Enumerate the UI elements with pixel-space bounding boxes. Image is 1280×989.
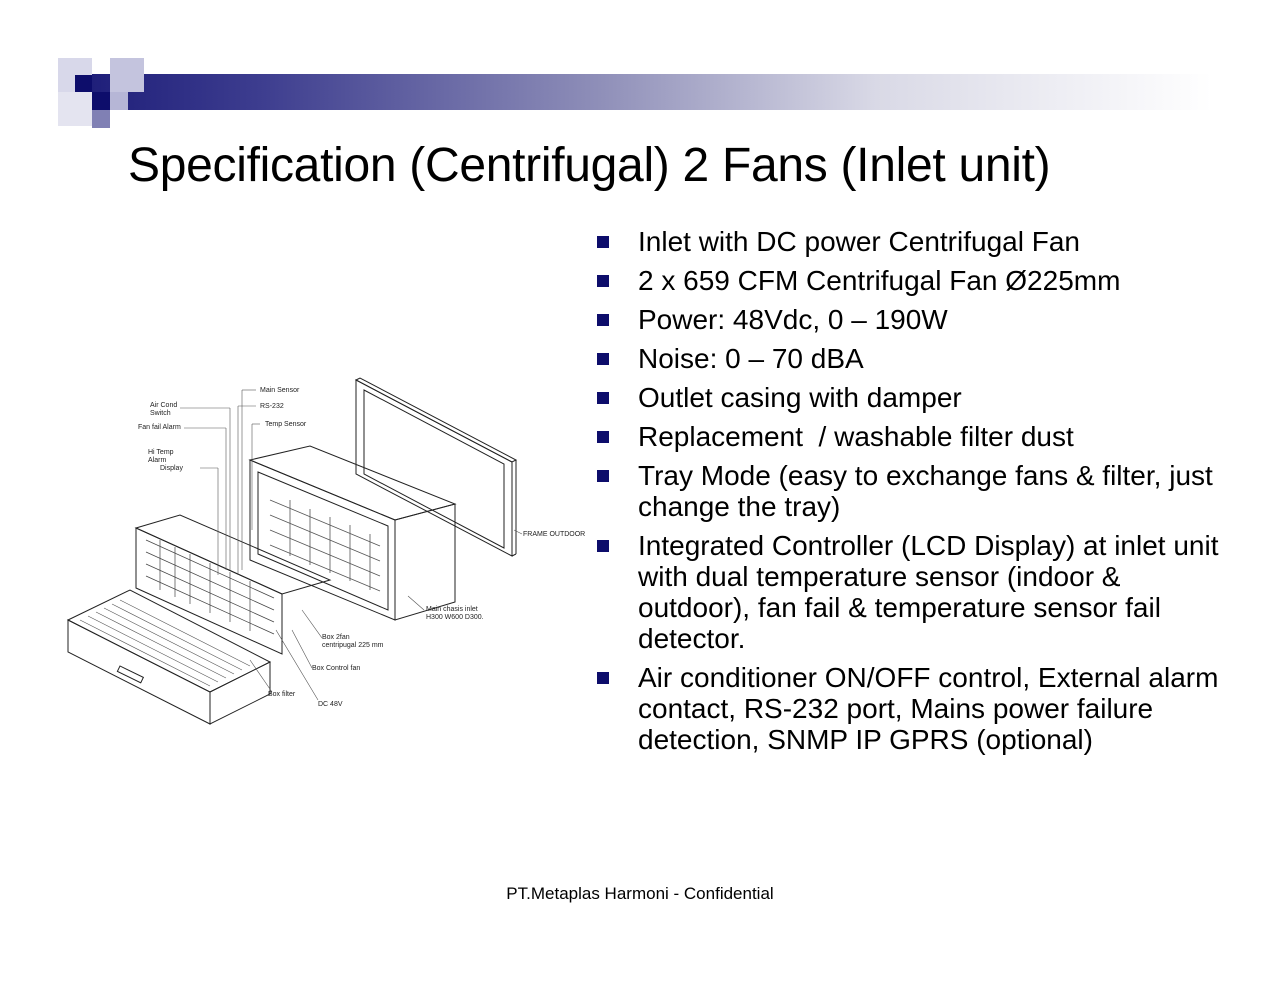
frame-outdoor-part (356, 378, 516, 556)
label-temp-sensor: Temp Sensor (265, 421, 307, 428)
bullet-item (596, 421, 1236, 452)
bullet-item (596, 304, 1236, 335)
slide-footer: PT.Metaplas Harmoni - Confidential (506, 884, 774, 903)
square-bullet-icon (597, 275, 609, 287)
header-square-light-3 (58, 92, 92, 126)
square-bullet-icon (597, 314, 609, 326)
label-hi-temp-1: Hi Temp (148, 449, 174, 456)
bullet-text: Integrated Controller (LCD Display) at inlet unit with dual temperature sensor (indoor & outdoor), fan fail & temperature sensor fail detector. (638, 530, 1219, 654)
bullet-text: 2 x 659 CFM Centrifugal Fan Ø225mm (638, 265, 1121, 296)
label-dc48v: DC 48V (318, 701, 343, 708)
bullet-text: Air conditioner ON/OFF control, External alarm contact, RS-232 port, Mains power failure detection, SNMP IP GPRS (optional) (638, 662, 1219, 755)
label-air-cond-1: Air Cond (150, 402, 178, 409)
bullet-item (596, 460, 1236, 522)
label-fan-fail: Fan fail Alarm (138, 424, 181, 431)
bullet-item (596, 662, 1236, 755)
label-main-sensor: Main Sensor (260, 387, 300, 394)
square-bullet-icon (597, 431, 609, 443)
square-bullet-icon (597, 236, 609, 248)
exploded-unit-diagram (60, 370, 590, 740)
label-frame-outdoor: FRAME OUTDOOR (523, 531, 586, 538)
square-bullet-icon (597, 672, 609, 684)
bullet-text: Noise: 0 – 70 dBA (638, 343, 864, 374)
label-box-filter: Box filter (268, 691, 296, 698)
bullet-item (596, 226, 1236, 257)
label-air-cond-2: Switch (150, 410, 171, 417)
square-bullet-icon (597, 470, 609, 482)
header-square-light-2 (110, 58, 144, 92)
header-square-mid-1 (92, 92, 110, 110)
label-box-fan-2: centripugal 225 mm (322, 642, 384, 649)
bullet-text: Outlet casing with damper (638, 382, 962, 413)
bullet-item (596, 265, 1236, 296)
square-bullet-icon (597, 353, 609, 365)
bullet-text: Inlet with DC power Centrifugal Fan (638, 226, 1080, 257)
label-box-fan-1: Box 2fan (322, 634, 350, 641)
bullet-item (596, 530, 1236, 654)
control-box-part (136, 515, 330, 654)
bullet-text: Tray Mode (easy to exchange fans & filter, just change the tray) (638, 460, 1213, 522)
bullet-text: Replacement / washable filter dust (638, 421, 1074, 452)
filter-tray-part (68, 590, 270, 724)
header-square-dark-1 (75, 75, 92, 92)
label-hi-temp-3: Display (160, 465, 183, 472)
label-box-control: Box Control fan (312, 665, 361, 672)
bullet-item (596, 382, 1236, 413)
header-square-light-4 (110, 92, 128, 110)
label-hi-temp-2: Alarm (148, 457, 167, 464)
header-square-mid-2 (92, 110, 110, 128)
bullet-item (596, 343, 1236, 374)
label-rs232: RS-232 (260, 403, 284, 410)
label-main-chasis-2: H300 W600 D300. (426, 614, 484, 621)
slide-title: Specification (Centrifugal) 2 Fans (Inlet unit) (128, 139, 1051, 192)
square-bullet-icon (597, 540, 609, 552)
label-main-chasis-1: Main chasis inlet (426, 606, 478, 613)
square-bullet-icon (597, 392, 609, 404)
bullet-text: Power: 48Vdc, 0 – 190W (638, 304, 948, 335)
spec-bullet-list (596, 226, 1236, 763)
header-gradient-bar (92, 74, 1212, 110)
